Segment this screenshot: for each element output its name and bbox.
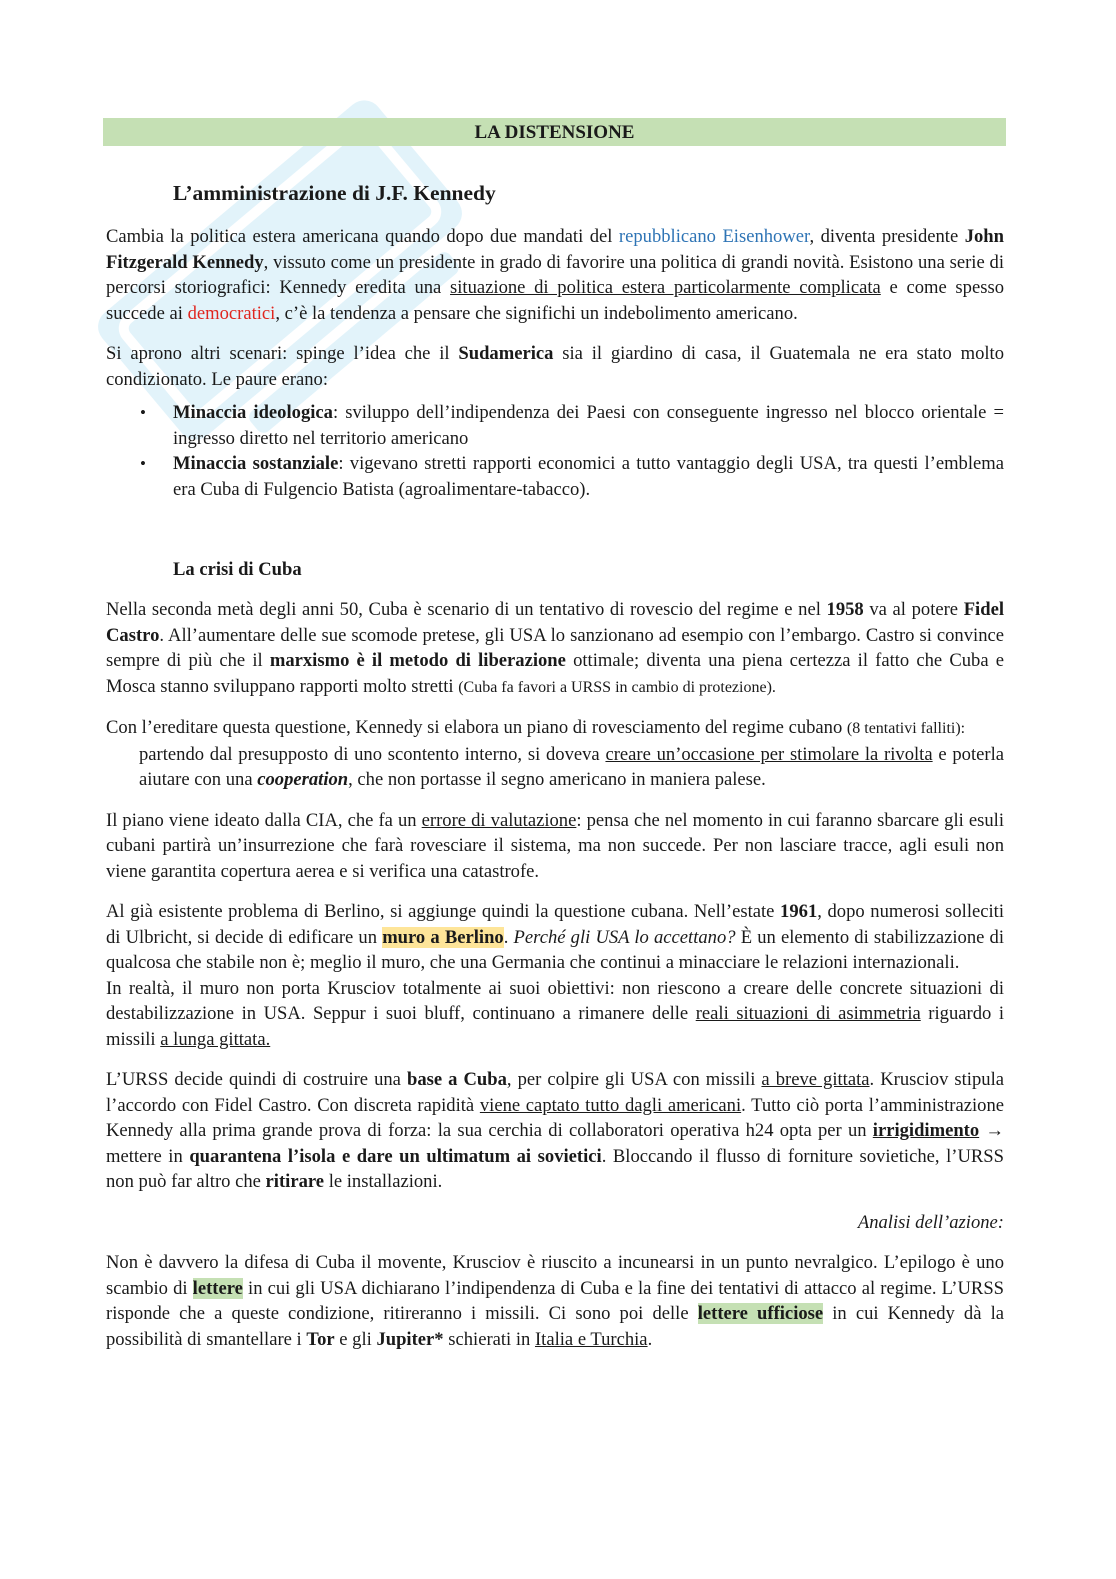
page-title: LA DISTENSIONE: [103, 118, 1006, 146]
highlight-lettere-ufficiose: lettere ufficiose: [697, 1303, 824, 1324]
paragraph: L’URSS decide quindi di costruire una base a Cuba, per colpire gli USA con missili a breve gittata. Krusciov stipula l’accordo con Fidel Castro. Con discreta rapidità viene captato tutto dagli americani. Tutto ciò porta l’amministrazione Kennedy alla prima grande prova di forza: la sua cerchia di collaboratori operativa h24 opta per un irrigidimento → mettere in quarantena l’isola e dare un ultimatum ai sovietici. Bloccando il flusso di forniture sovietiche, l’URSS non può far altro che ritirare le installazioni.: [106, 1069, 1005, 1192]
highlight-muro: muro a Berlino: [382, 926, 504, 948]
indented-paragraph: partendo dal presupposto di uno scontento interno, si doveva creare un’occasione per stimolare la rivolta e poterla aiutare con una cooperation, che non portasse il segno americano in maniera palese.: [139, 743, 1004, 790]
arrow-icon: →: [979, 1120, 1004, 1141]
list-item: • Minaccia ideologica: sviluppo dell’indipendenza dei Paesi con conseguente ingresso nel blocco orientale = ingresso diretto nel territorio americano: [173, 400, 1004, 451]
list-item: • Minaccia sostanziale: vigevano stretti rapporti economici a tutto vantaggio degli USA, tra questi l’emblema era Cuba di Fulgencio Batista (agroalimentare-tabacco).: [173, 451, 1004, 502]
paragraph: Non è davvero la difesa di Cuba il movente, Krusciov è riuscito a incunearsi in un punto nevralgico. L’epilogo è uno scambio di lettere in cui gli USA dichiarano l’indipendenza di Cuba e la fine dei tentativi di attacco al regime. L’URSS risponde che a queste condizione, ritireranno i missili. Ci sono poi delle lettere ufficiose in cui Kennedy dà la possibilità di smantellare i Tor e gli Jupiter* schierati in Italia e Turchia.: [106, 1252, 1004, 1350]
highlight-lettere: lettere: [192, 1277, 243, 1299]
paragraph: Nella seconda metà degli anni 50, Cuba è scenario di un tentativo di rovescio del regime e nel 1958 va al potere Fidel Castro. All’aumentare delle sue scomode pretese, gli USA lo sanzionano ad esempio con l’embargo. Castro si convince sempre di più che il marxismo è il metodo di liberazione ottimale; diventa una piena certezza il fatto che Cuba e Mosca stanno sviluppano rapporti molto stretti (Cuba fa favori a URSS in cambio di protezione).: [106, 599, 1004, 697]
paragraph: In realtà, il muro non porta Krusciov totalmente ai suoi obiettivi: non riescono a creare delle concrete situazioni di destabilizzazione in USA. Seppur i suoi bluff, continuano a rimanere delle reali situazioni di asimmetria riguardo i missili a lunga gittata.: [106, 977, 1004, 1050]
paragraph: Si aprono altri scenari: spinge l’idea che il Sudamerica sia il giardino di casa, il Guatemala ne era stato molto condizionato. Le paure erano:: [106, 343, 1004, 390]
document-page: [106, 118, 1004, 1367]
analysis-label: Analisi dell’azione:: [857, 1211, 1004, 1233]
eisenhower-link-text: repubblicano Eisenhower: [618, 226, 810, 247]
section-heading-cuba: La crisi di Cuba: [173, 559, 302, 580]
paragraph: Il piano viene ideato dalla CIA, che fa un errore di valutazione: pensa che nel momento in cui faranno sbarcare gli esuli cubani partirà un’insurrezione che farà rovesciare il sistema, ma non succede. Per non lasciare tracce, agli esuli non viene garantita copertura aerea e si verifica una catastrofe.: [106, 809, 1004, 882]
paragraph: Cambia la politica estera americana quando dopo due mandati del repubblicano Eisenhower, diventa presidente John Fitzgerald Kennedy, vissuto come un presidente in grado di favorire una politica di grandi novità. Esistono una serie di percorsi storiografici: Kennedy eredita una situazione di politica estera particolarmente complicata e come spesso succede ai democratici, c’è la tendenza a pensare che significhi un indebolimento americano.: [106, 226, 1004, 324]
paragraph: Con l’ereditare questa questione, Kennedy si elabora un piano di rovesciamento del regime cubano (8 tentativi falliti):: [106, 717, 966, 738]
bullet-list: [106, 400, 1004, 502]
section-heading-kennedy: L’amministrazione di J.F. Kennedy: [173, 181, 496, 205]
paragraph: Al già esistente problema di Berlino, si aggiunge quindi la questione cubana. Nell’estate 1961, dopo numerosi solleciti di Ulbricht, si decide di edificare un muro a Berlino. Perché gli USA lo accettano? È un elemento di stabilizzazione di qualcosa che stabile non è; meglio il muro, che una Germania che continui a minacciare le relazioni internazionali.: [106, 901, 1005, 973]
